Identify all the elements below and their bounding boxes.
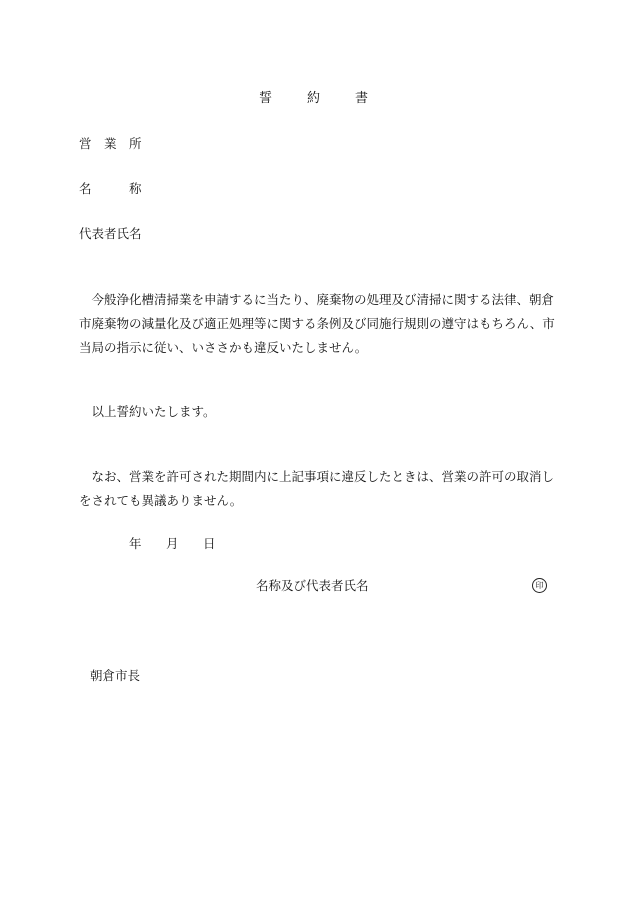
addressee: 朝倉市長 xyxy=(90,668,141,683)
pledge-paragraph: 今般浄化槽清掃業を申請するに当たり、廃棄物の処理及び清掃に関する法律、朝倉市廃棄物の減量化及び適正処理等に関する条例及び同施行規則の遵守はもちろん、市当局の指示に従い、いささかも違反いたしません。 xyxy=(79,292,555,355)
date-day-label: 日 xyxy=(203,536,216,551)
revocation-paragraph: なお、営業を許可された期間内に上記事項に違反したときは、営業の許可の取消しをされても異議ありません。 xyxy=(79,469,555,508)
document-title: 誓 約 書 xyxy=(258,91,371,106)
date-year-label: 年 xyxy=(129,536,142,551)
name-label: 名 称 xyxy=(79,181,142,196)
seal-mark: 印 xyxy=(532,578,547,593)
office-label: 営 業 所 xyxy=(79,136,142,151)
date-month-label: 月 xyxy=(166,536,179,551)
closing-statement: 以上誓約いたします。 xyxy=(79,404,216,419)
representative-label: 代表者氏名 xyxy=(79,226,142,241)
signature-label: 名称及び代表者氏名 xyxy=(256,578,369,593)
